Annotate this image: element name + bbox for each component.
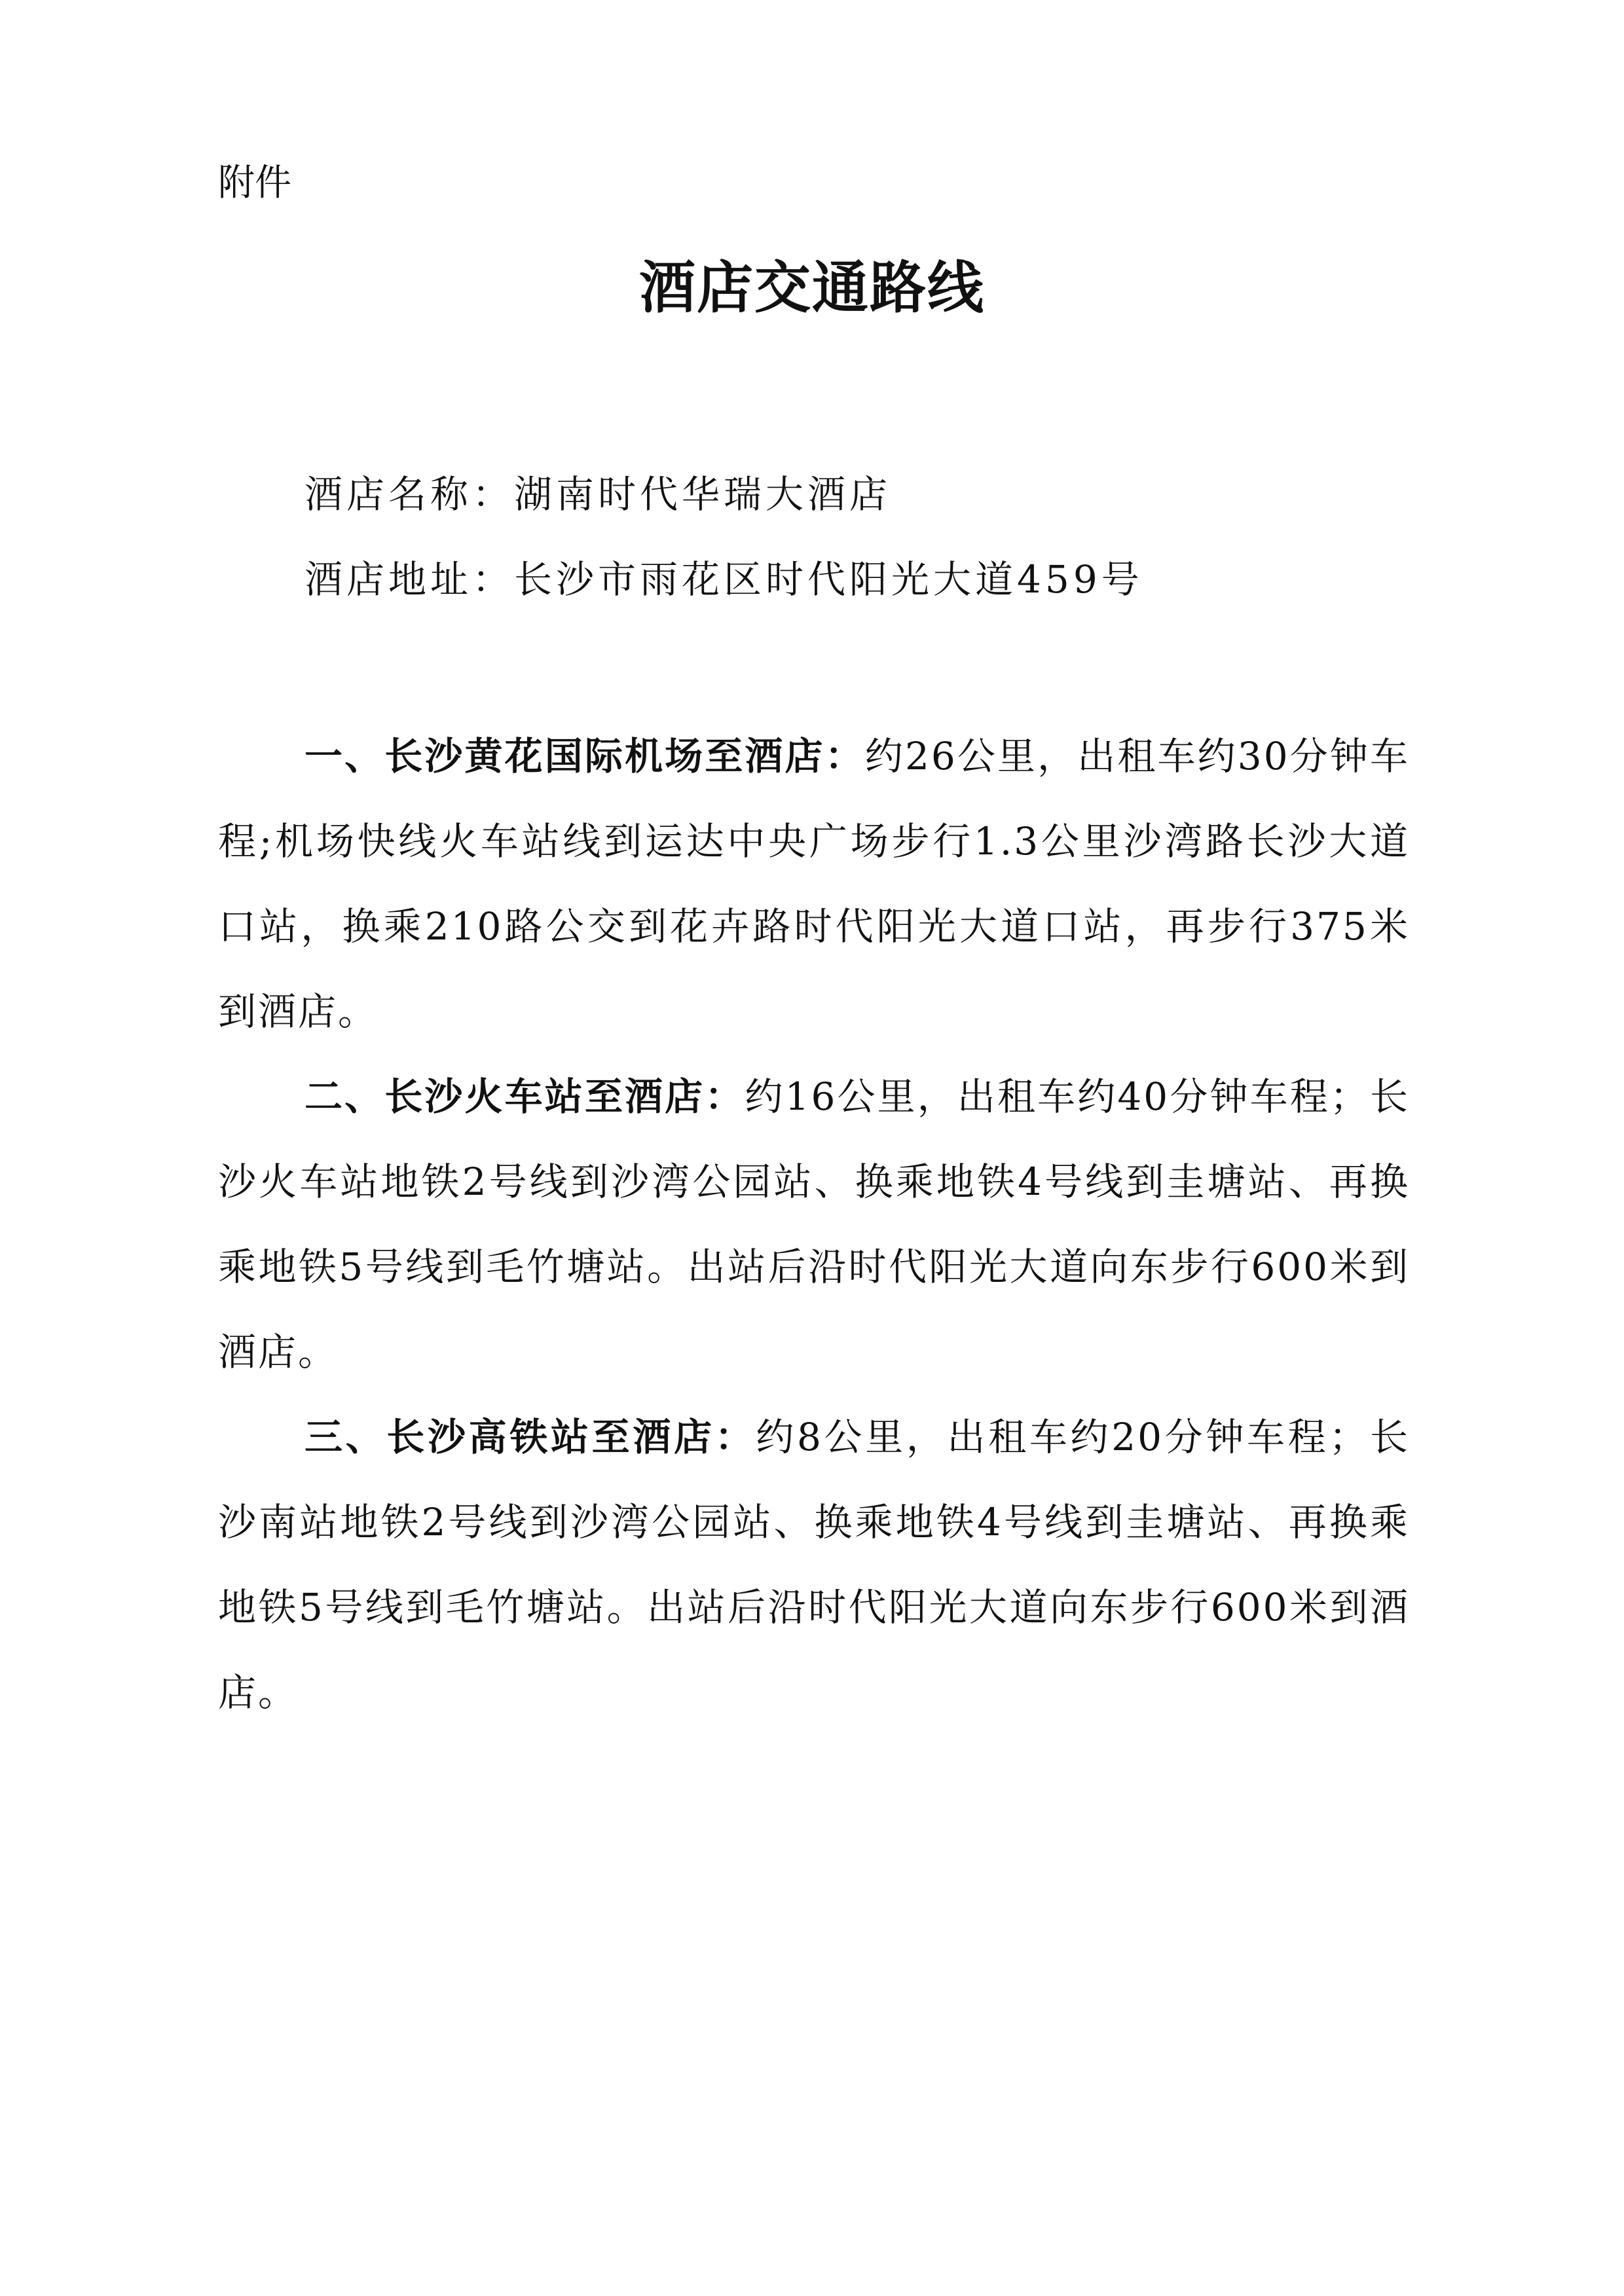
route-body: 约8公里，出租车约20分钟车程；长沙南站地铁2号线到沙湾公园站、换乘地铁4号线到圭塘站、再换乘地铁5号线到毛竹塘站。出站后沿时代阳光大道向东步行600米到酒店。 bbox=[218, 1415, 1410, 1715]
document-title: 酒店交通路线 bbox=[639, 255, 985, 321]
route-heading: 三、长沙高铁站至酒店： bbox=[304, 1415, 756, 1459]
route-sections bbox=[218, 714, 1410, 1735]
route-airport bbox=[218, 714, 1410, 1054]
hotel-name: 湖南时代华瑞大酒店 bbox=[514, 472, 892, 517]
route-body: 约16公里，出租车约40分钟车程；长沙火车站地铁2号线到沙湾公园站、换乘地铁4号线到圭塘站、再换乘地铁5号线到毛竹塘站。出站后沿时代阳光大道向东步行600米到酒店。 bbox=[218, 1074, 1410, 1374]
route-heading: 二、长沙火车站至酒店： bbox=[304, 1074, 745, 1119]
route-heading: 一、长沙黄花国际机场至酒店： bbox=[304, 734, 865, 778]
route-high-speed-rail bbox=[218, 1394, 1410, 1735]
route-body: 约26公里，出租车约30分钟车程;机场快线火车站线到运达中央广场步行1.3公里沙湾路长沙大道口站，换乘210路公交到花卉路时代阳光大道口站，再步行375米到酒店。 bbox=[218, 734, 1410, 1034]
attachment-label: 附件 bbox=[218, 162, 291, 204]
hotel-name-label: 酒店名称： bbox=[304, 472, 515, 517]
hotel-address: 长沙市雨花区时代阳光大道459号 bbox=[514, 557, 1143, 602]
route-train-station bbox=[218, 1054, 1410, 1394]
hotel-address-line bbox=[304, 537, 1143, 622]
hotel-address-label: 酒店地址： bbox=[304, 557, 515, 602]
hotel-info bbox=[304, 452, 1143, 622]
hotel-name-line bbox=[304, 452, 1143, 537]
